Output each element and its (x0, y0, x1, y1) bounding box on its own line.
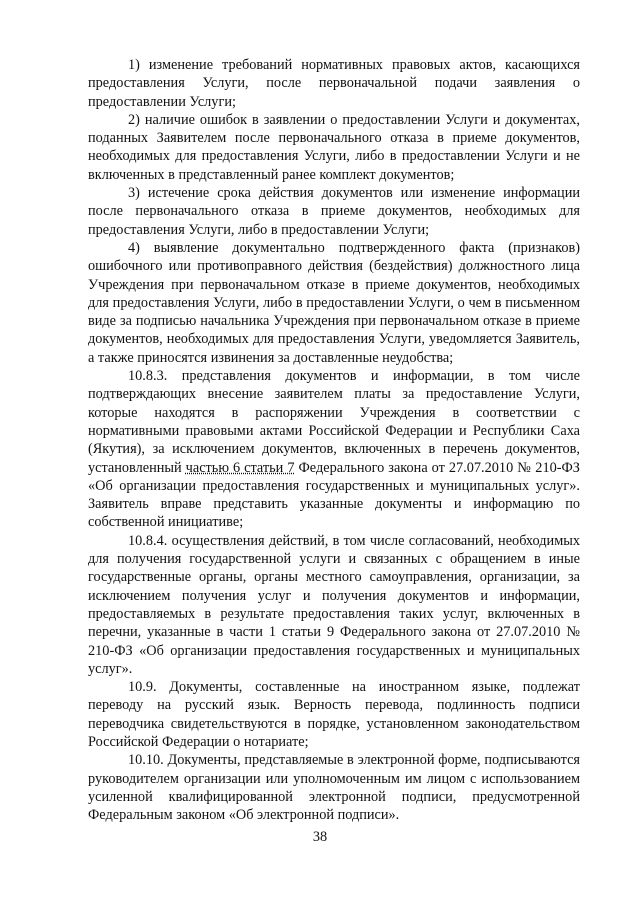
paragraph-10-9: 10.9. Документы, составленные на иностранном языке, подлежат переводу на русский язык. Верность перевода, подлинность подписи переводчика свидетельствуются в порядке, установленном законодательством Российской Федерации о нотариате; (88, 679, 580, 750)
paragraph-10-8-3-text-before: 10.8.3. представления документов и информации, в том числе подтверждающих внесение заявителем платы за предоставление Услуги, которые находятся в распоряжении Учреждения в соответствии с нормативными правовыми актами Российской Федерации и Республики Саха (Якутия), за исключением документов, включенных в перечень документов, установленный (88, 368, 580, 476)
paragraph-10-8-4: 10.8.4. осуществления действий, в том числе согласований, необходимых для получения государственной услуги и связанных с обращением в иные государственные органы, органы местного самоуправления, организации, за исключением получения услуг и получения документов и информации, предоставляемых в результате предоставления таких услуг, включенных в перечни, указанные в части 1 статьи 9 Федерального закона от 27.07.2010 № 210-ФЗ «Об организации предоставления государственных и муниципальных услуг». (88, 532, 580, 677)
document-body (88, 56, 580, 824)
paragraph-item-2: 2) наличие ошибок в заявлении о предоставлении Услуги и документах, поданных Заявителем после первоначального отказа в приеме документов, необходимых для предоставления Услуги, либо в предоставлении Услуги и не включенных в представленный ранее комплект документов; (88, 111, 580, 183)
paragraph-item-3: 3) истечение срока действия документов или изменение информации после первоначального отказа в приеме документов, необходимых для предоставления Услуги, либо в предоставлении Услуги; (88, 185, 580, 238)
paragraph-10-8-3-text-after: Федерального закона от 27.07.2010 № 210-ФЗ «Об организации предоставления государственных и муниципальных услуг». Заявитель вправе представить указанные документы и информацию по собственной инициативе; (88, 459, 580, 531)
paragraph-item-1: 1) изменение требований нормативных правовых актов, касающихся предоставления Услуги, после первоначальной подачи заявления о предоставлении Услуги; (88, 57, 580, 110)
paragraph-item-4: 4) выявление документально подтвержденного факта (признаков) ошибочного или противоправного действия (бездействия) должностного лица Учреждения при первоначальном отказе в приеме документов, необходимых для предоставления Услуги, либо в предоставлении Услуги, о чем в письменном виде за подписью начальника Учреждения при первоначальном отказе в приеме документов, необходимых для предоставления Услуги, уведомляется Заявитель, а также приносятся извинения за доставленные неудобства; (88, 239, 580, 366)
page-number: 38 (312, 829, 328, 845)
law-article-link[interactable]: частью 6 статьи 7 (185, 459, 295, 476)
paragraph-10-8-3 (88, 367, 580, 532)
paragraph-10-10: 10.10. Документы, представляемые в электронной форме, подписываются руководителем организации или уполномоченным им лицом с использованием усиленной квалифицированной электронной подписи, предусмотренной Федеральным законом «Об электронной подписи». (88, 752, 580, 824)
